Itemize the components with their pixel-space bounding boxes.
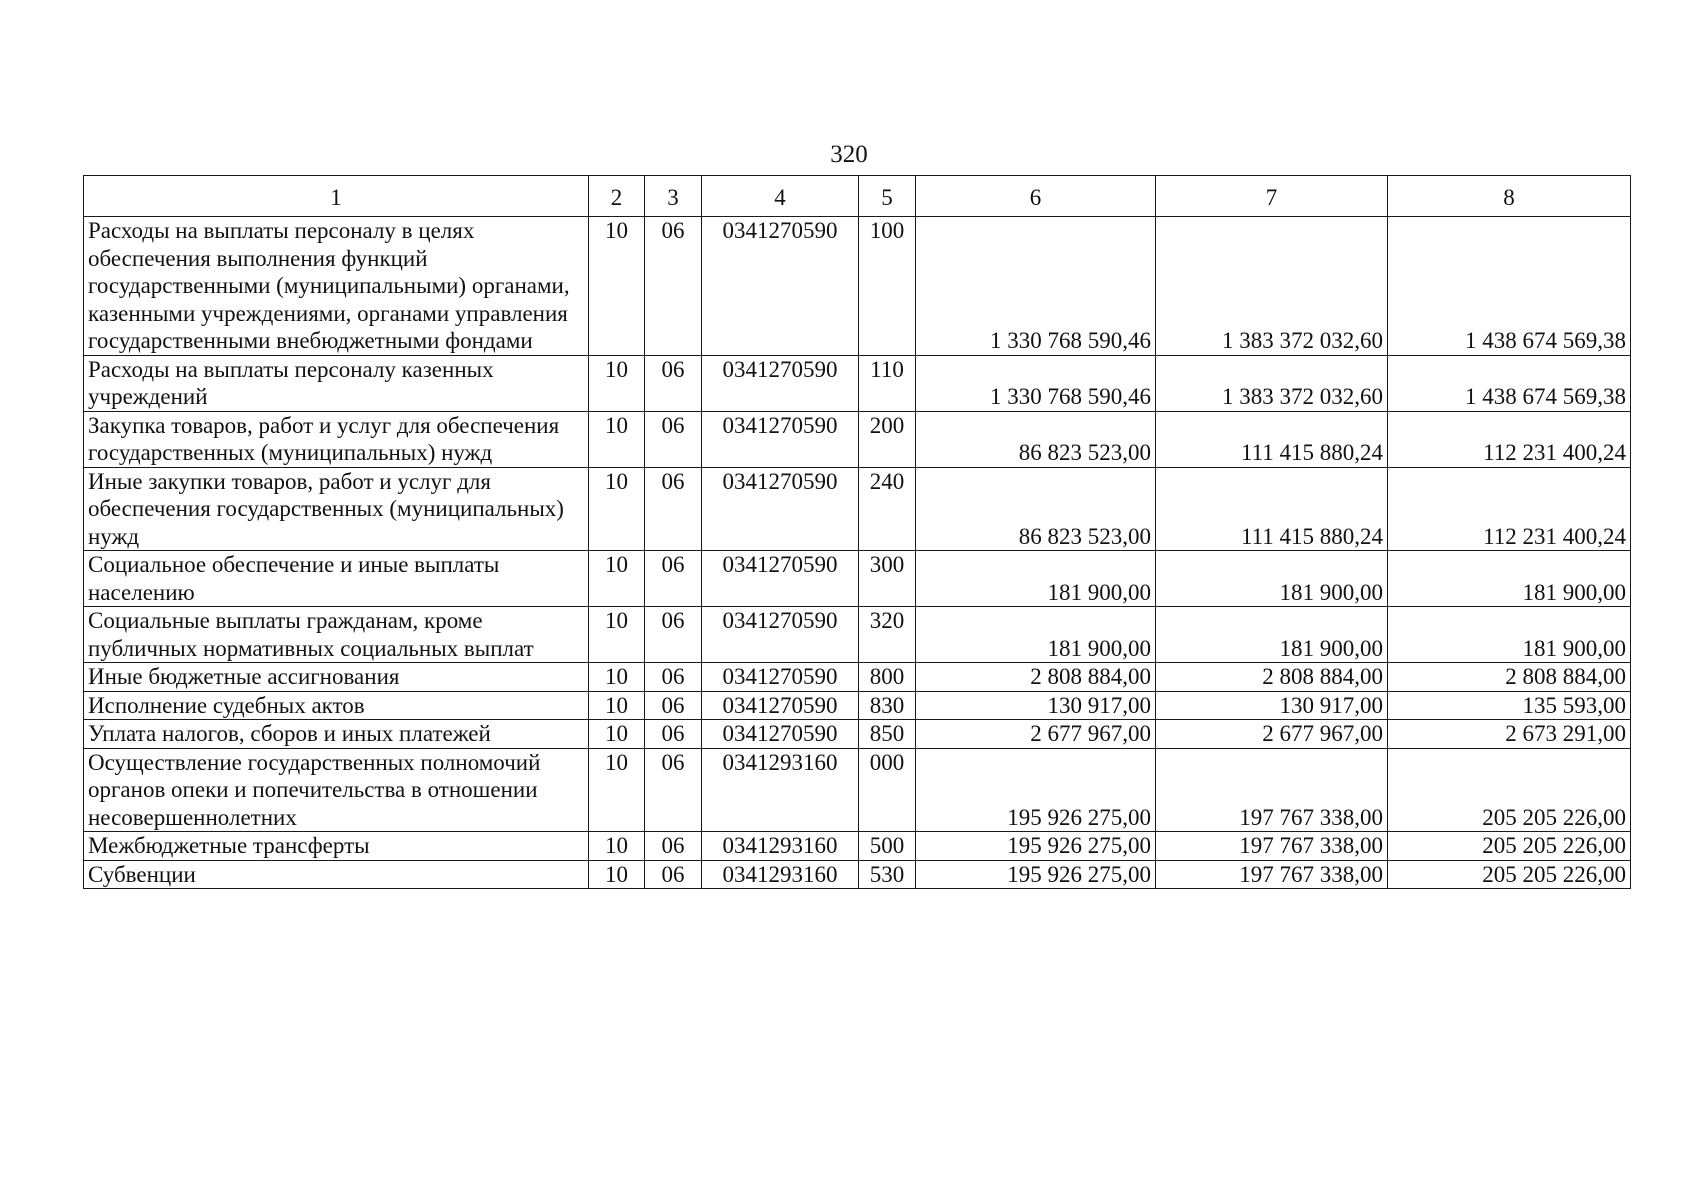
amount-year2-cell: 181 900,00 bbox=[1156, 607, 1388, 663]
target-article-code-cell: 0341293160 bbox=[702, 860, 859, 889]
section-code-cell: 10 bbox=[589, 551, 645, 607]
expense-type-code-cell: 500 bbox=[859, 832, 916, 861]
subsection-code-cell: 06 bbox=[645, 355, 702, 411]
section-code-cell: 10 bbox=[589, 355, 645, 411]
target-article-code-cell: 0341270590 bbox=[702, 663, 859, 692]
amount-year1-cell: 86 823 523,00 bbox=[916, 467, 1156, 551]
amount-year3-cell: 112 231 400,24 bbox=[1388, 411, 1631, 467]
amount-year2-cell: 2 808 884,00 bbox=[1156, 663, 1388, 692]
amount-year3-cell: 205 205 226,00 bbox=[1388, 832, 1631, 861]
amount-year1-cell: 2 808 884,00 bbox=[916, 663, 1156, 692]
target-article-code-cell: 0341270590 bbox=[702, 551, 859, 607]
table-row bbox=[84, 551, 1631, 607]
section-code-cell: 10 bbox=[589, 217, 645, 356]
column-header: 3 bbox=[645, 176, 702, 217]
subsection-code-cell: 06 bbox=[645, 467, 702, 551]
amount-year2-cell: 197 767 338,00 bbox=[1156, 748, 1388, 832]
expense-name-cell: Иные закупки товаров, работ и услуг для обеспечения государственных (муниципальных) нужд bbox=[84, 467, 589, 551]
subsection-code-cell: 06 bbox=[645, 720, 702, 749]
expense-type-code-cell: 830 bbox=[859, 691, 916, 720]
subsection-code-cell: 06 bbox=[645, 748, 702, 832]
column-header: 7 bbox=[1156, 176, 1388, 217]
amount-year3-cell: 1 438 674 569,38 bbox=[1388, 355, 1631, 411]
expense-type-code-cell: 240 bbox=[859, 467, 916, 551]
table-row bbox=[84, 860, 1631, 889]
table-header-row bbox=[84, 176, 1631, 217]
amount-year2-cell: 181 900,00 bbox=[1156, 551, 1388, 607]
amount-year2-cell: 111 415 880,24 bbox=[1156, 467, 1388, 551]
column-header: 4 bbox=[702, 176, 859, 217]
subsection-code-cell: 06 bbox=[645, 860, 702, 889]
expense-name-cell: Осуществление государственных полномочий органов опеки и попечительства в отношении несовершеннолетних bbox=[84, 748, 589, 832]
amount-year2-cell: 197 767 338,00 bbox=[1156, 832, 1388, 861]
budget-table bbox=[83, 175, 1631, 889]
section-code-cell: 10 bbox=[589, 720, 645, 749]
table-row bbox=[84, 663, 1631, 692]
expense-type-code-cell: 320 bbox=[859, 607, 916, 663]
column-header: 8 bbox=[1388, 176, 1631, 217]
expense-name-cell: Субвенции bbox=[84, 860, 589, 889]
amount-year2-cell: 1 383 372 032,60 bbox=[1156, 355, 1388, 411]
table-row bbox=[84, 607, 1631, 663]
amount-year3-cell: 135 593,00 bbox=[1388, 691, 1631, 720]
amount-year3-cell: 181 900,00 bbox=[1388, 607, 1631, 663]
subsection-code-cell: 06 bbox=[645, 832, 702, 861]
expense-name-cell: Расходы на выплаты персоналу в целях обеспечения выполнения функций государственными (муниципальными) органами, казенными учреждениями, органами управления государственными внебюджетными фондами bbox=[84, 217, 589, 356]
target-article-code-cell: 0341270590 bbox=[702, 720, 859, 749]
target-article-code-cell: 0341270590 bbox=[702, 355, 859, 411]
amount-year2-cell: 111 415 880,24 bbox=[1156, 411, 1388, 467]
target-article-code-cell: 0341270590 bbox=[702, 607, 859, 663]
amount-year2-cell: 2 677 967,00 bbox=[1156, 720, 1388, 749]
column-header: 2 bbox=[589, 176, 645, 217]
table-row bbox=[84, 217, 1631, 356]
amount-year3-cell: 2 808 884,00 bbox=[1388, 663, 1631, 692]
target-article-code-cell: 0341270590 bbox=[702, 467, 859, 551]
expense-name-cell: Расходы на выплаты персоналу казенных учреждений bbox=[84, 355, 589, 411]
table-row bbox=[84, 720, 1631, 749]
amount-year1-cell: 130 917,00 bbox=[916, 691, 1156, 720]
expense-name-cell: Социальное обеспечение и иные выплаты населению bbox=[84, 551, 589, 607]
amount-year3-cell: 181 900,00 bbox=[1388, 551, 1631, 607]
table-row bbox=[84, 467, 1631, 551]
expense-name-cell: Иные бюджетные ассигнования bbox=[84, 663, 589, 692]
subsection-code-cell: 06 bbox=[645, 217, 702, 356]
amount-year1-cell: 86 823 523,00 bbox=[916, 411, 1156, 467]
amount-year2-cell: 197 767 338,00 bbox=[1156, 860, 1388, 889]
subsection-code-cell: 06 bbox=[645, 691, 702, 720]
section-code-cell: 10 bbox=[589, 607, 645, 663]
table-row bbox=[84, 691, 1631, 720]
subsection-code-cell: 06 bbox=[645, 411, 702, 467]
section-code-cell: 10 bbox=[589, 691, 645, 720]
expense-type-code-cell: 000 bbox=[859, 748, 916, 832]
expense-type-code-cell: 110 bbox=[859, 355, 916, 411]
amount-year3-cell: 1 438 674 569,38 bbox=[1388, 217, 1631, 356]
section-code-cell: 10 bbox=[589, 411, 645, 467]
expense-type-code-cell: 100 bbox=[859, 217, 916, 356]
amount-year1-cell: 1 330 768 590,46 bbox=[916, 217, 1156, 356]
amount-year1-cell: 181 900,00 bbox=[916, 551, 1156, 607]
amount-year3-cell: 112 231 400,24 bbox=[1388, 467, 1631, 551]
page-number: 320 bbox=[830, 141, 868, 168]
amount-year3-cell: 205 205 226,00 bbox=[1388, 748, 1631, 832]
column-header: 1 bbox=[84, 176, 589, 217]
amount-year2-cell: 1 383 372 032,60 bbox=[1156, 217, 1388, 356]
expense-name-cell: Межбюджетные трансферты bbox=[84, 832, 589, 861]
expense-type-code-cell: 200 bbox=[859, 411, 916, 467]
subsection-code-cell: 06 bbox=[645, 551, 702, 607]
amount-year1-cell: 1 330 768 590,46 bbox=[916, 355, 1156, 411]
expense-type-code-cell: 850 bbox=[859, 720, 916, 749]
expense-name-cell: Уплата налогов, сборов и иных платежей bbox=[84, 720, 589, 749]
target-article-code-cell: 0341293160 bbox=[702, 832, 859, 861]
target-article-code-cell: 0341293160 bbox=[702, 748, 859, 832]
section-code-cell: 10 bbox=[589, 467, 645, 551]
column-header: 5 bbox=[859, 176, 916, 217]
amount-year2-cell: 130 917,00 bbox=[1156, 691, 1388, 720]
section-code-cell: 10 bbox=[589, 748, 645, 832]
expense-type-code-cell: 530 bbox=[859, 860, 916, 889]
section-code-cell: 10 bbox=[589, 860, 645, 889]
column-header: 6 bbox=[916, 176, 1156, 217]
amount-year1-cell: 195 926 275,00 bbox=[916, 860, 1156, 889]
amount-year3-cell: 2 673 291,00 bbox=[1388, 720, 1631, 749]
target-article-code-cell: 0341270590 bbox=[702, 217, 859, 356]
target-article-code-cell: 0341270590 bbox=[702, 411, 859, 467]
amount-year1-cell: 2 677 967,00 bbox=[916, 720, 1156, 749]
subsection-code-cell: 06 bbox=[645, 607, 702, 663]
subsection-code-cell: 06 bbox=[645, 663, 702, 692]
section-code-cell: 10 bbox=[589, 663, 645, 692]
target-article-code-cell: 0341270590 bbox=[702, 691, 859, 720]
amount-year3-cell: 205 205 226,00 bbox=[1388, 860, 1631, 889]
table-body bbox=[84, 176, 1631, 889]
expense-name-cell: Закупка товаров, работ и услуг для обеспечения государственных (муниципальных) нужд bbox=[84, 411, 589, 467]
table-row bbox=[84, 748, 1631, 832]
expense-name-cell: Исполнение судебных актов bbox=[84, 691, 589, 720]
amount-year1-cell: 195 926 275,00 bbox=[916, 832, 1156, 861]
table-row bbox=[84, 355, 1631, 411]
expense-type-code-cell: 300 bbox=[859, 551, 916, 607]
amount-year1-cell: 181 900,00 bbox=[916, 607, 1156, 663]
expense-type-code-cell: 800 bbox=[859, 663, 916, 692]
table-row bbox=[84, 832, 1631, 861]
table-row bbox=[84, 411, 1631, 467]
amount-year1-cell: 195 926 275,00 bbox=[916, 748, 1156, 832]
section-code-cell: 10 bbox=[589, 832, 645, 861]
expense-name-cell: Социальные выплаты гражданам, кроме публичных нормативных социальных выплат bbox=[84, 607, 589, 663]
